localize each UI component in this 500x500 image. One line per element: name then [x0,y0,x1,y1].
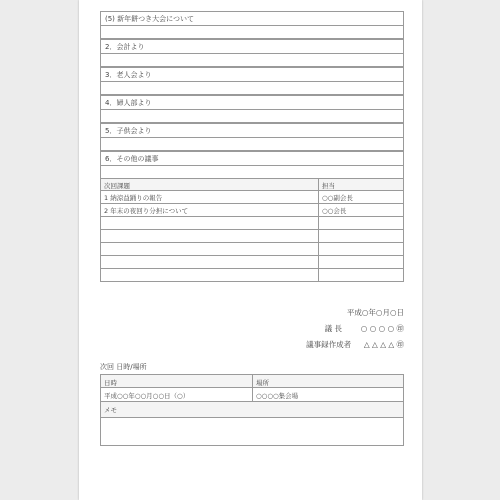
place-value: ○○○○集会場 [256,392,299,400]
agenda-note-row [100,138,404,151]
table-row [100,191,404,204]
agenda-item [100,123,404,138]
memo-header: メモ [104,406,117,414]
task-cell [101,243,319,255]
owner-cell [319,269,403,281]
next-tasks-table [100,178,404,282]
table-row [100,230,404,243]
owner-header: 担当 [322,182,335,190]
table-row [100,388,404,402]
owner-cell [319,243,403,255]
agenda-item-label: 6．その他の議事 [105,155,159,163]
table-row [100,256,404,269]
agenda-table [100,11,404,179]
agenda-item [100,95,404,110]
agenda-item [100,11,404,26]
agenda-item-label: 5．子供会より [105,127,152,135]
table-row [100,243,404,256]
chair-name: ○ ○ ○ ○ ㊞ [360,324,404,333]
task-header: 次回課題 [101,179,319,190]
agenda-item [100,39,404,54]
meeting-date: 平成○年○月○日 [346,308,404,317]
agenda-item [100,151,404,166]
owner-cell: ○○会長 [322,207,347,215]
task-cell [101,230,319,242]
memo-body [100,418,404,446]
recorder-signature [306,339,404,350]
agenda-item-label: 4．婦人部より [105,99,152,107]
chair-label: 議 長 [324,324,342,333]
agenda-note-row [100,26,404,39]
memo-header-row [100,402,404,418]
agenda-item-label: (5) 新年餅つき大会について [105,15,195,23]
place-header: 場所 [256,379,269,387]
chair-signature [325,323,404,334]
table-header-row [100,178,404,191]
memo-value [101,418,403,445]
task-cell [101,217,319,229]
owner-cell [319,230,403,242]
datetime-value: 平成○○年○○月○○日（○） [101,388,253,401]
table-header-row [100,374,404,388]
table-row [100,204,404,217]
task-cell [101,269,319,281]
owner-cell [319,217,403,229]
agenda-note-row [100,82,404,95]
recorder-name: △ △ △ △ ㊞ [363,340,404,349]
owner-cell [319,256,403,268]
agenda-note-row [100,54,404,67]
agenda-item-label: 2．会計より [105,43,145,51]
agenda-item-label: 3．老人会より [105,71,152,79]
recorder-label: 議事録作成者 [306,340,352,349]
next-meeting-table [100,374,404,446]
owner-cell: ○○副会長 [322,194,353,202]
datetime-header: 日時 [101,375,253,387]
task-cell: 1 納涼益踊りの報告 [101,191,319,203]
task-cell: 2 年末の夜回り分担について [101,204,319,216]
agenda-item [100,67,404,82]
task-cell [101,256,319,268]
table-row [100,269,404,282]
agenda-note-row [100,110,404,123]
table-row [100,217,404,230]
next-meeting-title: 次回 日時/場所 [100,363,147,371]
